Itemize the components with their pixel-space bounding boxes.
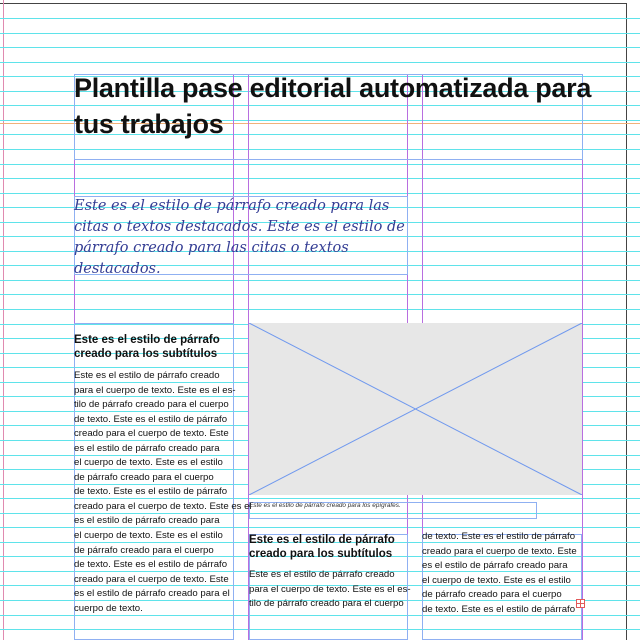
body-text-line: tilo de párrafo creado para el cuerpo (74, 399, 229, 411)
body-text-line: cuerpo de texto. (74, 602, 143, 614)
overset-text-icon[interactable] (576, 599, 585, 608)
body-text-line: es el estilo de párrafo creado para (74, 515, 220, 527)
body-text-line: creado para el cuerpo de texto. Este (74, 428, 229, 440)
body-text-line: Este es el estilo de párrafo creado (249, 569, 395, 580)
body-text-line: el cuerpo de texto. Este es el estilo (74, 457, 223, 469)
bleed-guide (3, 0, 4, 640)
baseline-guide (0, 193, 640, 194)
body-text-line: el cuerpo de texto. Este es el estilo (422, 574, 571, 586)
image-placeholder-cross (249, 323, 582, 495)
image-placeholder[interactable] (249, 323, 582, 495)
body-text-line: de párrafo creado para el cuerpo (74, 471, 214, 483)
column-2-body (249, 568, 411, 612)
body-text-line: de texto. Este es el estilo de párrafo (74, 413, 228, 425)
body-text-line: de párrafo creado para el cuerpo (74, 544, 214, 556)
body-text-line: es el estilo de párrafo creado para el (74, 588, 230, 600)
baseline-guide (0, 164, 640, 165)
body-text-line: creado para el cuerpo de texto. Este es el (74, 500, 252, 512)
pull-quote: Este es el estilo de párrafo creado para las citas o textos destacados. Este es el estilo de párrafo creado para las citas o textos destacados. (74, 198, 405, 277)
body-text-line: creado para el cuerpo de texto. Este (74, 573, 229, 585)
column-1-body (74, 369, 252, 616)
body-text-line: creado para el cuerpo de texto. Este (422, 545, 577, 557)
body-text-line: tilo de párrafo creado para el cuerpo (249, 598, 404, 610)
page-title: Plantilla pase editorial automatizada para tus trabajos (74, 73, 592, 139)
column-1-subtitle: Este es el estilo de párrafo creado para los subtítulos (74, 334, 220, 360)
baseline-guide (0, 18, 640, 19)
body-text-line: Este es el estilo de párrafo creado (74, 370, 220, 381)
body-text-line: para el cuerpo de texto. Este es el es- (249, 583, 411, 595)
body-text-line: de texto. Este es el estilo de párrafo (74, 559, 228, 571)
body-text-line: es el estilo de párrafo creado para (74, 442, 220, 454)
column-3-body (422, 530, 577, 617)
body-text-line: de texto. Este es el estilo de párrafo (422, 531, 576, 542)
baseline-guide (0, 294, 640, 295)
baseline-guide (0, 33, 640, 34)
body-text-line: es el estilo de párrafo creado para (422, 560, 568, 572)
baseline-guide (0, 47, 640, 48)
baseline-guide (0, 309, 640, 310)
baseline-guide (0, 62, 640, 63)
column-2-subtitle: Este es el estilo de párrafo creado para los subtítulos (249, 534, 395, 560)
body-text-line: de texto. Este es el estilo de párrafo (74, 486, 228, 498)
body-text-line: para el cuerpo de texto. Este es el es- (74, 384, 236, 396)
body-text-line: de párrafo creado para el cuerpo (422, 589, 562, 601)
body-text-line: de texto. Este es el estilo de párrafo (422, 603, 576, 615)
baseline-guide (0, 178, 640, 179)
body-text-line: el cuerpo de texto. Este es el estilo (74, 530, 223, 542)
baseline-guide (0, 280, 640, 281)
image-caption: Este es el estilo de párrafo creado para los epígrafes. (249, 502, 401, 509)
